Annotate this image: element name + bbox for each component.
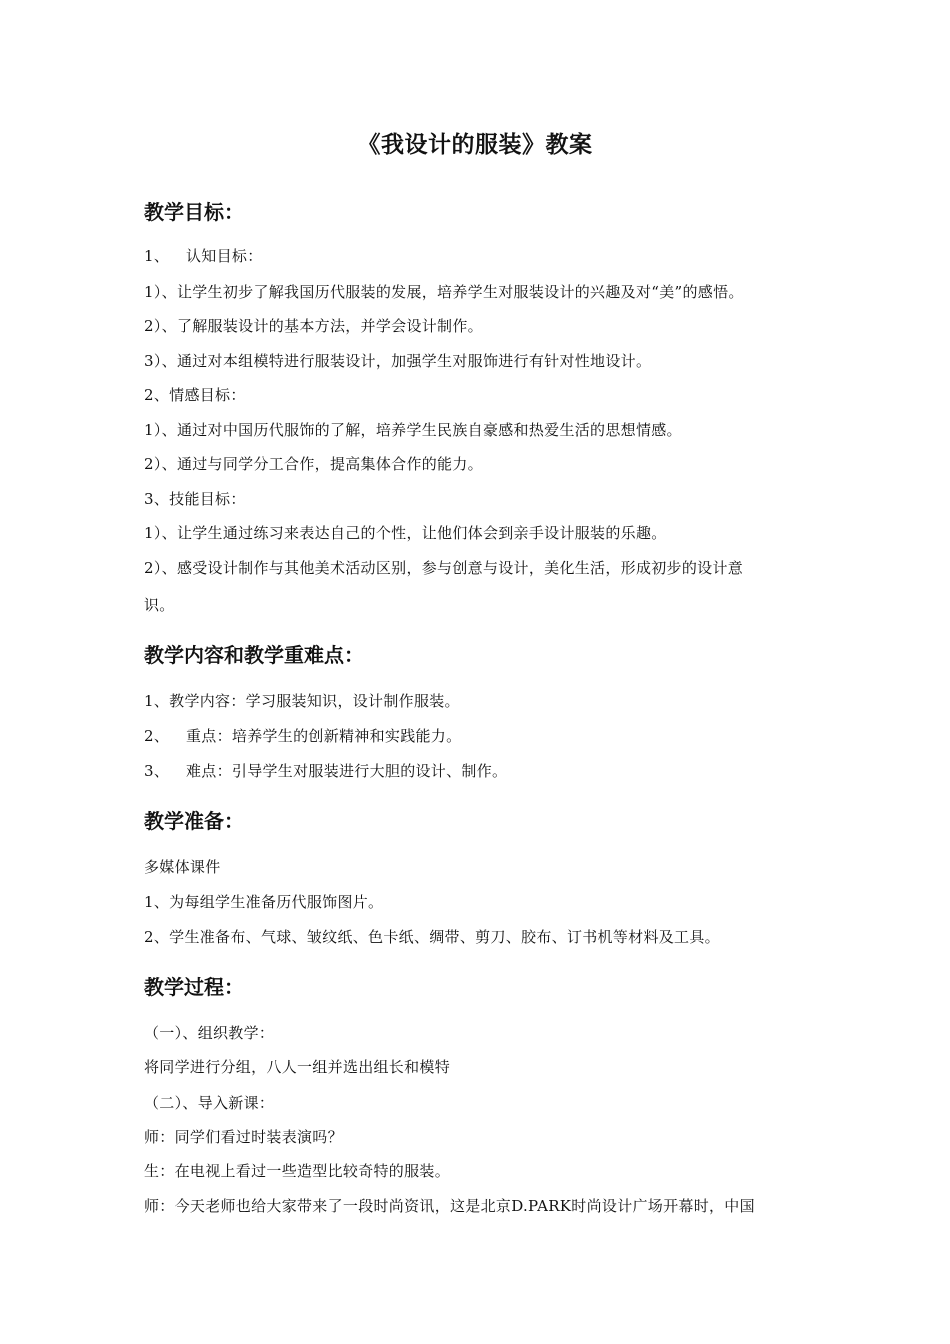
paragraph-line: 3）、通过对本组模特进行服装设计，加强学生对服饰进行有针对性地设计。 bbox=[144, 352, 652, 370]
paragraph-line: 1）、让学生初步了解我国历代服装的发展，培养学生对服装设计的兴趣及对“美”的感悟。 bbox=[144, 283, 744, 301]
paragraph-line: 识。 bbox=[144, 596, 175, 614]
list-number: 3、 bbox=[144, 762, 170, 780]
heading-preparation: 教学准备： bbox=[144, 809, 244, 833]
list-text: 重点：培养学生的创新精神和实践能力。 bbox=[186, 727, 462, 745]
key-point bbox=[144, 725, 461, 746]
objective-cognitive bbox=[144, 245, 263, 266]
paragraph-line: 师：同学们看过时装表演吗？ bbox=[144, 1128, 343, 1146]
paragraph-line: 1）、让学生通过练习来表达自己的个性，让他们体会到亲手设计服装的乐趣。 bbox=[144, 524, 667, 542]
heading-content-and-key-points: 教学内容和教学重难点： bbox=[144, 643, 364, 667]
paragraph-line: 师：今天老师也给大家带来了一段时尚资讯，这是北京D.PARK时尚设计广场开幕时，中国 bbox=[144, 1197, 755, 1215]
heading-teaching-process: 教学过程： bbox=[144, 975, 244, 999]
paragraph-line: （二）、导入新课： bbox=[144, 1094, 275, 1112]
list-text: 难点：引导学生对服装进行大胆的设计、制作。 bbox=[186, 762, 508, 780]
objective-emotional: 2、情感目标： bbox=[144, 386, 246, 404]
paragraph-line: 1、教学内容：学习服装知识，设计制作服装。 bbox=[144, 692, 460, 710]
list-number: 1、 bbox=[144, 247, 170, 265]
paragraph-line: 1、为每组学生准备历代服饰图片。 bbox=[144, 893, 384, 911]
document-title: 《我设计的服装》教案 bbox=[357, 131, 593, 158]
paragraph-line: 将同学进行分组，八人一组并选出组长和模特 bbox=[144, 1058, 451, 1076]
objective-skill: 3、技能目标： bbox=[144, 490, 246, 508]
paragraph-line: 2）、感受设计制作与其他美术活动区别，参与创意与设计，美化生活，形成初步的设计意 bbox=[144, 559, 744, 577]
list-number: 2、 bbox=[144, 727, 170, 745]
paragraph-line: 2、学生准备布、气球、皱纹纸、色卡纸、绸带、剪刀、胶布、订书机等材料及工具。 bbox=[144, 928, 720, 946]
list-text: 认知目标： bbox=[186, 247, 263, 265]
heading-teaching-objectives: 教学目标： bbox=[144, 200, 244, 224]
paragraph-line: 生：在电视上看过一些造型比较奇特的服装。 bbox=[144, 1162, 451, 1180]
difficult-point bbox=[144, 760, 507, 781]
paragraph-line: 2）、了解服装设计的基本方法，并学会设计制作。 bbox=[144, 317, 483, 335]
paragraph-line: 1）、通过对中国历代服饰的了解，培养学生民族自豪感和热爱生活的思想情感。 bbox=[144, 421, 682, 439]
paragraph-line: 多媒体课件 bbox=[144, 858, 221, 876]
paragraph-line: 2）、通过与同学分工合作，提高集体合作的能力。 bbox=[144, 455, 483, 473]
paragraph-line: （一）、组织教学： bbox=[144, 1024, 275, 1042]
